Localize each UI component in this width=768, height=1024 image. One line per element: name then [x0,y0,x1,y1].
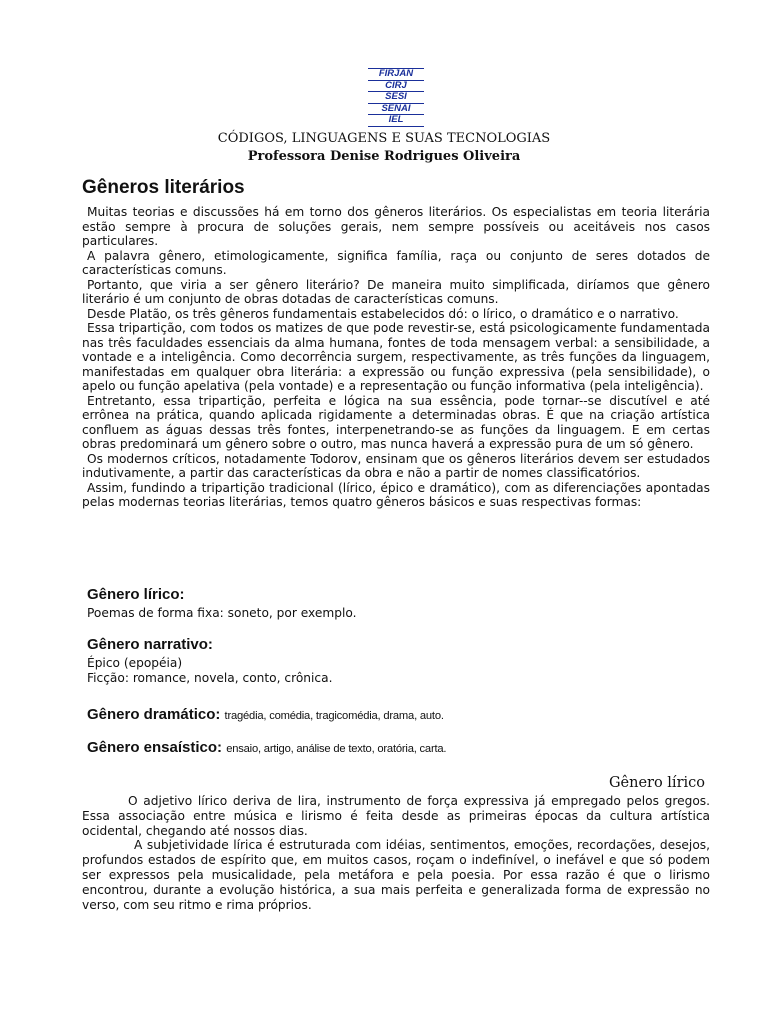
genre-lirico-heading: Gênero lírico: [87,586,185,603]
genre-dramatico-line [87,706,444,723]
genre-dramatico-detail: tragédia, comédia, tragicomédia, drama, auto. [224,710,444,722]
intro-paragraph: Essa tripartição, com todos os matizes de que pode revestir-se, está psicologicamente fundamentada nas três faculdades essenciais da alma humana, fontes de toda mensagem verbal: a sensibilidade, a vontade e a inteligência. Como decorrência surgem, respectivamente, as três funções da linguagem, manifestadas em qualquer obra literária: a expressão ou função expressiva (pela sensibilidade), o apelo ou função apelativa (pela vontade) e a representação ou função informativa (pela inteligência). [82,321,710,393]
genre-ensaistico-heading: Gênero ensaístico: [87,739,223,756]
document-header-subtitle: Professora Denise Rodrigues Oliveira [247,149,521,164]
logo-line-sesi: SESI [368,91,424,103]
genre-narrativo-heading: Gênero narrativo: [87,636,213,653]
intro-paragraph: A palavra gênero, etimologicamente, significa família, raça ou conjunto de seres dotados de características comuns. [82,248,710,277]
intro-paragraph: Assim, fundindo a tripartição tradicional (lírico, épico e dramático), com as diferenciações apontadas pelas modernas teorias literárias, temos quatro gêneros básicos e suas respectivas formas: [82,480,710,509]
logo-line-senai: SENAI [368,103,424,115]
genre-narrativo-section [87,637,332,686]
lyric-paragraph: O adjetivo lírico deriva de lira, instrumento de força expressiva já empregado pelos gregos. Essa associação entre música e lirismo é feita desde as primeiras épocas da cultura artística ocidental, chegando até nossos dias. [82,794,710,838]
logo-line-firjan: FIRJAN [368,68,424,80]
genre-dramatico-heading: Gênero dramático: [87,706,221,723]
logo-line-cirj: CIRJ [368,80,424,92]
page-title: Gêneros literários [82,177,245,198]
genre-ensaistico-detail: ensaio, artigo, análise de texto, oratória, carta. [226,743,447,755]
intro-paragraph: Muitas teorias e discussões há em torno dos gêneros literários. Os especialistas em teoria literária estão sempre à procura de soluções gerais, nem sempre possíveis ou aceitáveis nos casos particulares. [82,205,710,248]
genre-ensaistico-line [87,739,446,756]
intro-paragraph: Portanto, que viria a ser gênero literário? De maneira muito simplificada, diríamos que gênero literário é um conjunto de obras dotadas de características comuns. [82,277,710,306]
intro-text [82,205,710,510]
genre-lirico-line: Poemas de forma fixa: soneto, por exemplo. [87,606,357,620]
intro-paragraph: Entretanto, essa tripartição, perfeita e lógica na sua essência, pode tornar--se discutível e até errônea na prática, quando aplicada rigidamente a determinadas obras. É que na criação artística confluem as águas dessas três fontes, interpenetrando-se as funções da linguagem. E em certas obras predominará um gênero sobre o outro, mas nunca haverá a expressão pura de um só gênero. [82,393,710,451]
institution-logo [368,68,424,127]
genre-narrativo-line: Épico (epopéia) [87,656,183,670]
genre-narrativo-line: Ficção: romance, novela, conto, crônica. [87,671,333,685]
genre-lirico-section [87,587,356,621]
lyric-paragraph: A subjetividade lírica é estruturada com idéias, sentimentos, emoções, recordações, desejos, profundos estados de espírito que, em muitos casos, roçam o indefinível, o inefável e que só podem ser expressos pela musicalidade, pela metáfora e pela poesia. Por essa razão é que o lirismo encontrou, durante a evolução histórica, a sua mais perfeita e generalizada forma de expressão no verso, com seu ritmo e rima próprios. [82,838,710,912]
intro-paragraph: Os modernos críticos, notadamente Todorov, ensinam que os gêneros literários devem ser estudados indutivamente, a partir das características da obra e não a partir de nomes classificatórios. [82,451,710,480]
document-header-title: CÓDIGOS, LINGUAGENS E SUAS TECNOLOGIAS [217,131,551,146]
lyric-section-title: Gênero lírico [608,775,705,791]
logo-line-iel: IEL [368,114,424,127]
intro-paragraph: Desde Platão, os três gêneros fundamentais estabelecidos dó: o lírico, o dramático e o narrativo. [87,306,679,321]
lyric-section-body [82,794,710,912]
